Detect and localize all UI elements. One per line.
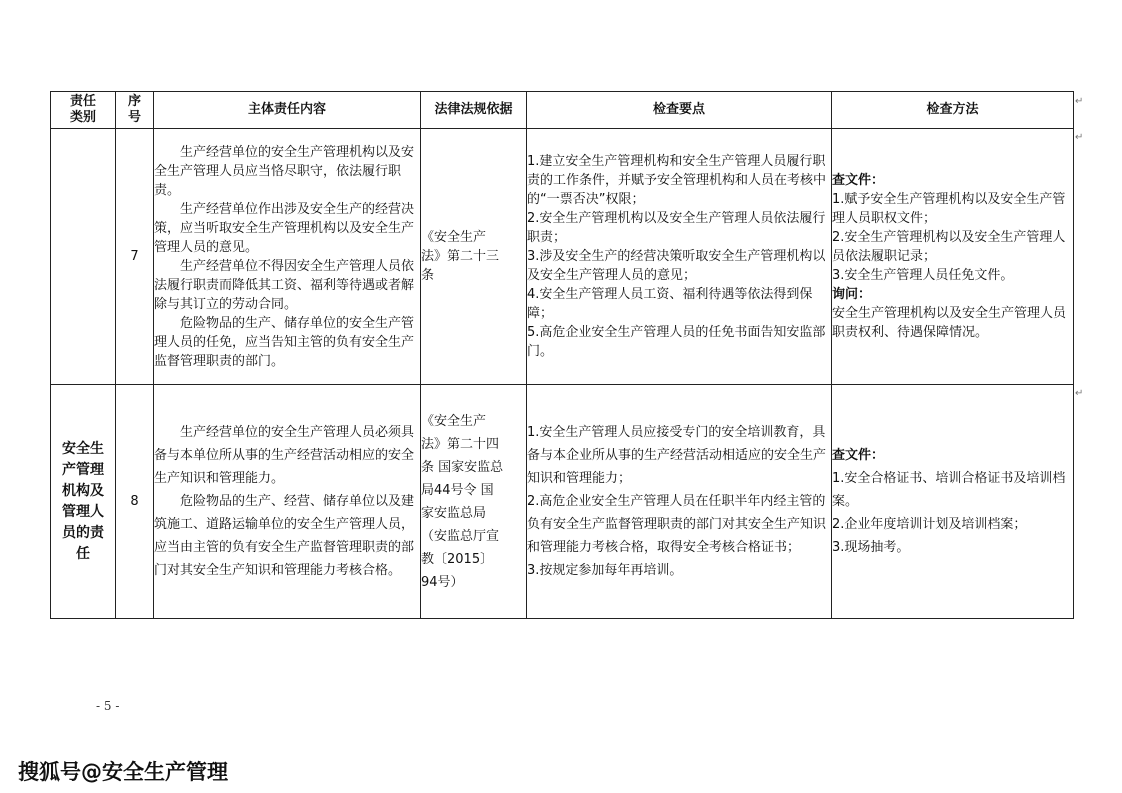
check-point: 4.安全生产管理人员工资、福利待遇等依法得到保障； — [527, 287, 813, 321]
row7-seq: 7 — [116, 129, 154, 385]
content-paragraph: 危险物品的生产、储存单位的安全生产管理人员的任免，应当告知主管的负有安全生产监督管理职责的部门。 — [154, 315, 415, 369]
row7-method — [832, 129, 1074, 385]
header-points: 检查要点 — [527, 92, 832, 129]
row8-seq: 8 — [116, 385, 154, 619]
content-paragraph: 生产经营单位的安全生产管理机构以及安全生产管理人员应当恪尽职守，依法履行职责。 — [154, 144, 415, 198]
content-paragraph: 生产经营单位不得因安全生产管理人员依法履行职责而降低其工资、福利等待遇或者解除与其订立的劳动合同。 — [154, 258, 415, 312]
row8-category: 安全生产管理机构及管理人员的责任 — [51, 385, 116, 619]
content-paragraph: 危险物品的生产、经营、储存单位以及建筑施工、道路运输单位的安全生产管理人员，应当由主管的负有安全生产监督管理职责的部门对其安全生产知识和管理能力考核合格。 — [154, 494, 415, 578]
footer-watermark: 搜狐号@安全生产管理 — [18, 760, 228, 784]
check-point: 3.按规定参加每年再培训。 — [527, 563, 683, 578]
check-point: 3.涉及安全生产的经营决策听取安全生产管理机构以及安全生产管理人员的意见； — [527, 249, 826, 283]
row7-points — [527, 129, 832, 385]
table-row — [51, 385, 1074, 619]
check-point: 2.高危企业安全生产管理人员在任职半年内经主管的负有安全生产监督管理职责的部门对其安全生产知识和管理能力考核合格，取得安全考核合格证书； — [527, 494, 827, 555]
row7-content — [154, 129, 421, 385]
paragraph-mark: ↵ — [1075, 388, 1084, 399]
header-method: 检查方法 — [832, 92, 1074, 129]
table-header-row — [51, 92, 1074, 129]
method-item: 安全生产管理机构以及安全生产管理人员职责权利、待遇保障情况。 — [832, 306, 1067, 340]
row8-points — [527, 385, 832, 619]
row7-law: 《安全生产法》第二十三条 — [421, 129, 527, 385]
header-law: 法律法规依据 — [421, 92, 527, 129]
method-item: 3.现场抽考。 — [832, 540, 910, 555]
header-seq: 序号 — [116, 92, 154, 129]
method-item: 2.企业年度培训计划及培训档案； — [832, 517, 1027, 532]
method-doc-title: 查文件： — [832, 173, 885, 188]
method-item: 1.安全合格证书、培训合格证书及培训档案。 — [832, 471, 1066, 509]
row8-law: 《安全生产法》第二十四条 国家安监总局44号令 国家安监总局（安监总厅宣教〔2015〕94号） — [421, 385, 527, 619]
check-point: 1.建立安全生产管理机构和安全生产管理人员履行职责的工作条件，并赋予安全管理机构和人员在考核中的“一票否决”权限； — [527, 154, 827, 207]
method-item: 2.安全生产管理机构以及安全生产管理人员依法履职记录； — [832, 230, 1066, 264]
page-number: - 5 - — [96, 699, 120, 713]
method-doc-title: 查文件： — [832, 448, 885, 463]
table-row — [51, 129, 1074, 385]
header-category: 责任类别 — [51, 92, 116, 129]
paragraph-mark: ↵ — [1075, 132, 1084, 143]
content-paragraph: 生产经营单位作出涉及安全生产的经营决策，应当听取安全生产管理机构以及安全生产管理人员的意见。 — [154, 201, 415, 255]
method-item: 1.赋予安全生产管理机构以及安全生产管理人员职权文件； — [832, 192, 1066, 226]
method-ask-title: 询问： — [832, 287, 872, 302]
row8-method — [832, 385, 1074, 619]
check-point: 5.高危企业安全生产管理人员的任免书面告知安监部门。 — [527, 325, 826, 359]
inspection-table — [50, 91, 1074, 619]
row7-category — [51, 129, 116, 385]
method-item: 3.安全生产管理人员任免文件。 — [832, 268, 1014, 283]
check-point: 2.安全生产管理机构以及安全生产管理人员依法履行职责； — [527, 211, 826, 245]
content-paragraph: 生产经营单位的安全生产管理人员必须具备与本单位所从事的生产经营活动相应的安全生产知识和管理能力。 — [154, 425, 415, 486]
row8-content — [154, 385, 421, 619]
header-content: 主体责任内容 — [154, 92, 421, 129]
check-point: 1.安全生产管理人员应接受专门的安全培训教育，具备与本企业所从事的生产经营活动相适应的安全生产知识和管理能力； — [527, 425, 827, 486]
paragraph-mark: ↵ — [1075, 96, 1084, 107]
